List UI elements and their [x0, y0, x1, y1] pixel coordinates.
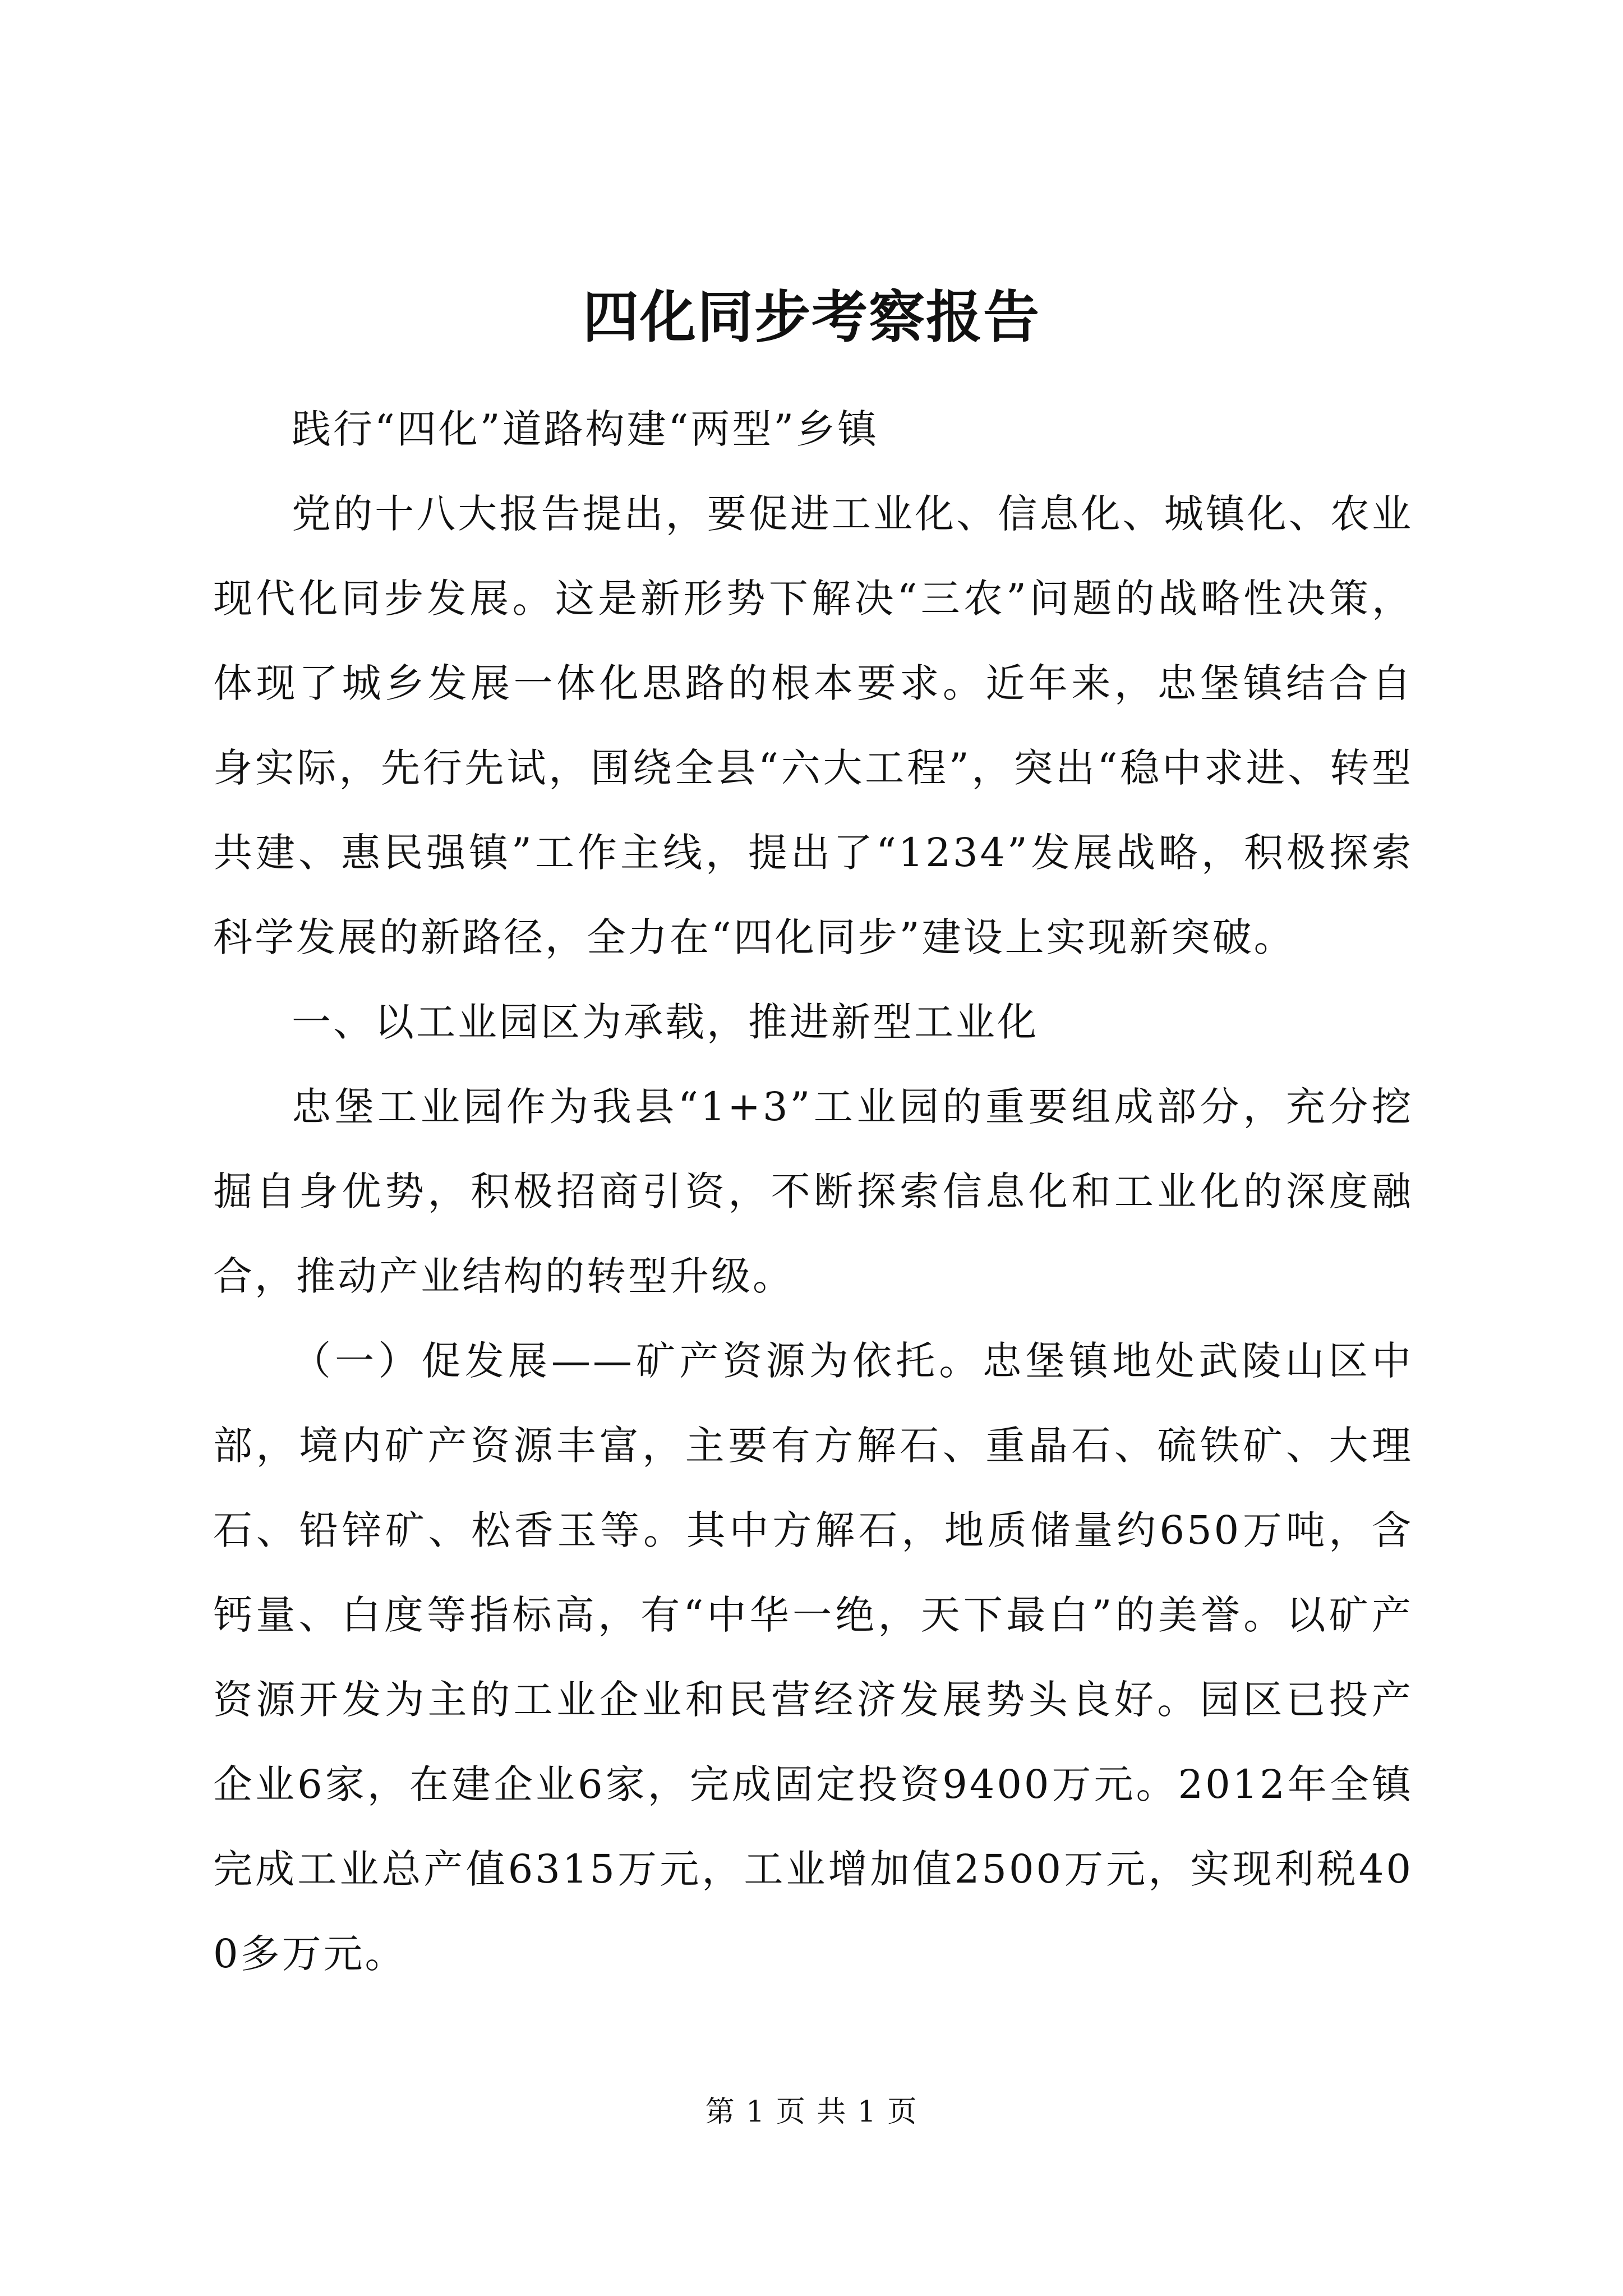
industrial-park-paragraph: 忠堡工业园作为我县“1+3”工业园的重要组成部分，充分挖掘自身优势，积极招商引资，不断探索信息化和工业化的深度融合，推动产业结构的转型升级。	[213, 1084, 1413, 1299]
mineral-resources-paragraph: （一）促发展——矿产资源为依托。忠堡镇地处武陵山区中部，境内矿产资源丰富，主要有方解石、重晶石、硫铁矿、大理石、铅锌矿、松香玉等。其中方解石，地质储量约650万吨，含钙量、白度等指标高，有“中华一绝，天下最白”的美誉。以矿产资源开发为主的工业企业和民营经济发展势头良好。园区已投产企业6家，在建企业6家，完成固定投资9400万元。2012年全镇完成工业总产值6315万元，工业增加值2500万元，实现利税400多万元。	[213, 1338, 1413, 1977]
page-footer: 第 1 页 共 1 页	[705, 2095, 918, 2129]
document-body	[213, 387, 1413, 1996]
intro-paragraph: 党的十八大报告提出，要促进工业化、信息化、城镇化、农业现代化同步发展。这是新形势下解决“三农”问题的战略性决策，体现了城乡发展一体化思路的根本要求。近年来，忠堡镇结合自身实际，先行先试，围绕全县“六大工程”，突出“稳中求进、转型共建、惠民强镇”工作主线，提出了“1234”发展战略，积极探索科学发展的新路径，全力在“四化同步”建设上实现新突破。	[213, 491, 1413, 960]
section-heading-1: 一、以工业园区为承载，推进新型工业化	[292, 999, 1039, 1045]
document-title: 四化同步考察报告	[583, 284, 1040, 350]
subtitle-paragraph: 践行“四化”道路构建“两型”乡镇	[292, 406, 879, 452]
